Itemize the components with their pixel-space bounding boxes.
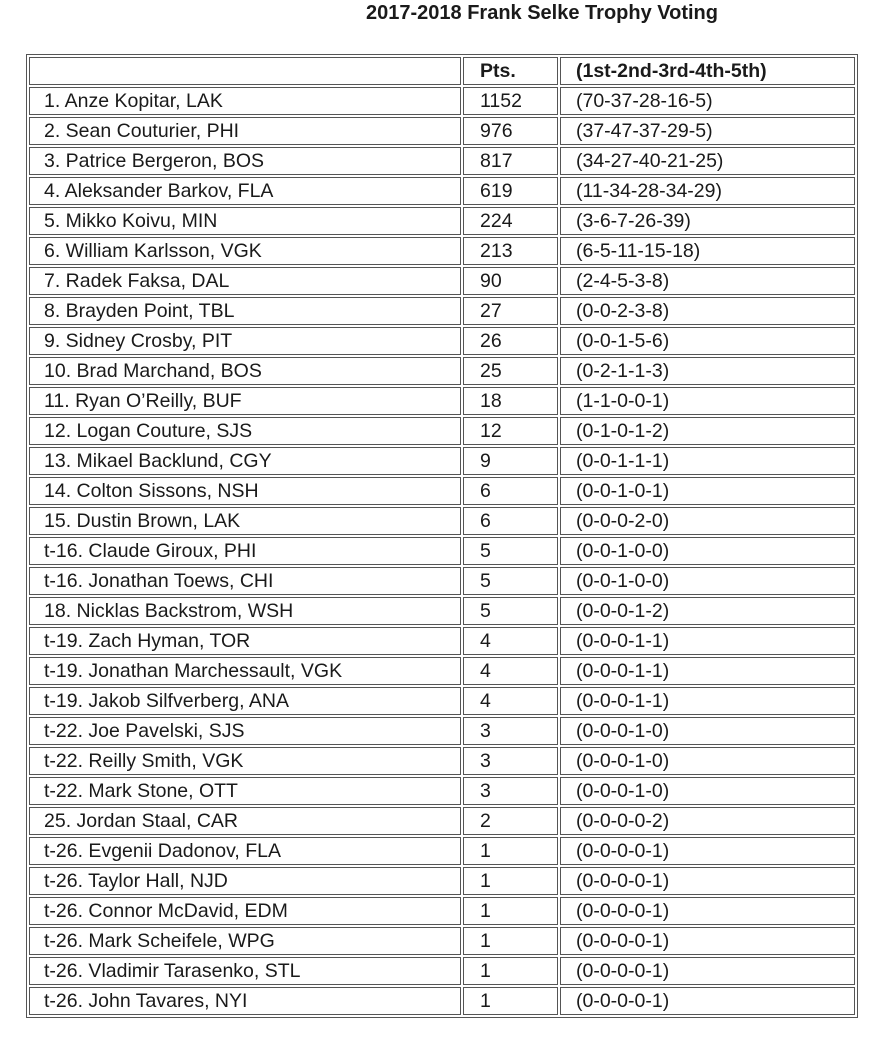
votes-cell: (0-0-0-0-1) xyxy=(560,957,855,985)
votes-cell: (6-5-11-15-18) xyxy=(560,237,855,265)
table-row xyxy=(29,237,855,265)
player-cell: 18. Nicklas Backstrom, WSH xyxy=(29,597,461,625)
points-cell: 1 xyxy=(463,897,558,925)
table-body xyxy=(29,87,855,1015)
table-row xyxy=(29,417,855,445)
table-row xyxy=(29,687,855,715)
votes-cell: (0-0-1-0-0) xyxy=(560,567,855,595)
votes-cell: (0-0-0-0-1) xyxy=(560,987,855,1015)
player-cell: t-16. Jonathan Toews, CHI xyxy=(29,567,461,595)
points-cell: 1 xyxy=(463,957,558,985)
points-cell: 27 xyxy=(463,297,558,325)
table-row xyxy=(29,117,855,145)
table-row xyxy=(29,357,855,385)
points-cell: 6 xyxy=(463,477,558,505)
votes-cell: (0-0-0-1-0) xyxy=(560,747,855,775)
points-cell: 3 xyxy=(463,747,558,775)
votes-cell: (0-0-2-3-8) xyxy=(560,297,855,325)
player-cell: 12. Logan Couture, SJS xyxy=(29,417,461,445)
points-cell: 1 xyxy=(463,867,558,895)
votes-cell: (0-0-0-0-1) xyxy=(560,837,855,865)
points-cell: 18 xyxy=(463,387,558,415)
votes-cell: (0-0-0-1-1) xyxy=(560,627,855,655)
table-row xyxy=(29,987,855,1015)
points-cell: 5 xyxy=(463,567,558,595)
votes-cell: (0-0-0-0-1) xyxy=(560,927,855,955)
table-row xyxy=(29,927,855,955)
points-cell: 1 xyxy=(463,987,558,1015)
player-cell: t-26. Connor McDavid, EDM xyxy=(29,897,461,925)
votes-cell: (0-0-0-1-0) xyxy=(560,777,855,805)
voting-table-container xyxy=(26,54,858,1018)
table-row xyxy=(29,207,855,235)
votes-cell: (0-0-0-0-2) xyxy=(560,807,855,835)
votes-cell: (0-0-1-1-1) xyxy=(560,447,855,475)
voting-table xyxy=(26,54,858,1018)
votes-cell: (0-2-1-1-3) xyxy=(560,357,855,385)
player-cell: t-22. Mark Stone, OTT xyxy=(29,777,461,805)
table-row xyxy=(29,147,855,175)
player-cell: t-22. Reilly Smith, VGK xyxy=(29,747,461,775)
votes-cell: (0-0-0-0-1) xyxy=(560,867,855,895)
table-row xyxy=(29,447,855,475)
points-cell: 4 xyxy=(463,657,558,685)
table-row xyxy=(29,897,855,925)
table-row xyxy=(29,777,855,805)
player-cell: 8. Brayden Point, TBL xyxy=(29,297,461,325)
table-row xyxy=(29,957,855,985)
table-row xyxy=(29,537,855,565)
table-row xyxy=(29,597,855,625)
points-cell: 4 xyxy=(463,627,558,655)
points-cell: 3 xyxy=(463,777,558,805)
points-cell: 9 xyxy=(463,447,558,475)
points-cell: 619 xyxy=(463,177,558,205)
player-cell: t-26. Vladimir Tarasenko, STL xyxy=(29,957,461,985)
points-cell: 5 xyxy=(463,597,558,625)
player-cell: t-26. Taylor Hall, NJD xyxy=(29,867,461,895)
page-title: 2017-2018 Frank Selke Trophy Voting xyxy=(366,2,718,24)
player-cell: 4. Aleksander Barkov, FLA xyxy=(29,177,461,205)
votes-cell: (0-0-1-0-1) xyxy=(560,477,855,505)
table-row xyxy=(29,627,855,655)
table-row xyxy=(29,267,855,295)
table-row xyxy=(29,837,855,865)
votes-cell: (0-0-0-1-1) xyxy=(560,657,855,685)
player-cell: 13. Mikael Backlund, CGY xyxy=(29,447,461,475)
table-row xyxy=(29,747,855,775)
points-cell: 25 xyxy=(463,357,558,385)
player-cell: 7. Radek Faksa, DAL xyxy=(29,267,461,295)
player-cell: 9. Sidney Crosby, PIT xyxy=(29,327,461,355)
points-cell: 4 xyxy=(463,687,558,715)
votes-cell: (0-0-0-1-2) xyxy=(560,597,855,625)
player-cell: 15. Dustin Brown, LAK xyxy=(29,507,461,535)
table-row xyxy=(29,297,855,325)
header-points: Pts. xyxy=(463,57,558,85)
votes-cell: (0-0-0-0-1) xyxy=(560,897,855,925)
player-cell: 11. Ryan O’Reilly, BUF xyxy=(29,387,461,415)
table-row xyxy=(29,657,855,685)
player-cell: t-22. Joe Pavelski, SJS xyxy=(29,717,461,745)
points-cell: 90 xyxy=(463,267,558,295)
player-cell: t-19. Zach Hyman, TOR xyxy=(29,627,461,655)
votes-cell: (0-0-0-2-0) xyxy=(560,507,855,535)
votes-cell: (0-0-1-0-0) xyxy=(560,537,855,565)
table-row xyxy=(29,477,855,505)
votes-cell: (70-37-28-16-5) xyxy=(560,87,855,115)
points-cell: 224 xyxy=(463,207,558,235)
table-header-row xyxy=(29,57,855,85)
player-cell: 2. Sean Couturier, PHI xyxy=(29,117,461,145)
votes-cell: (34-27-40-21-25) xyxy=(560,147,855,175)
points-cell: 6 xyxy=(463,507,558,535)
table-row xyxy=(29,387,855,415)
points-cell: 2 xyxy=(463,807,558,835)
points-cell: 12 xyxy=(463,417,558,445)
points-cell: 1 xyxy=(463,927,558,955)
player-cell: 1. Anze Kopitar, LAK xyxy=(29,87,461,115)
points-cell: 5 xyxy=(463,537,558,565)
votes-cell: (37-47-37-29-5) xyxy=(560,117,855,145)
player-cell: 6. William Karlsson, VGK xyxy=(29,237,461,265)
table-row xyxy=(29,177,855,205)
player-cell: 3. Patrice Bergeron, BOS xyxy=(29,147,461,175)
player-cell: t-16. Claude Giroux, PHI xyxy=(29,537,461,565)
votes-cell: (2-4-5-3-8) xyxy=(560,267,855,295)
votes-cell: (0-0-1-5-6) xyxy=(560,327,855,355)
points-cell: 1152 xyxy=(463,87,558,115)
table-row xyxy=(29,807,855,835)
votes-cell: (1-1-0-0-1) xyxy=(560,387,855,415)
votes-cell: (0-1-0-1-2) xyxy=(560,417,855,445)
player-cell: 25. Jordan Staal, CAR xyxy=(29,807,461,835)
points-cell: 817 xyxy=(463,147,558,175)
player-cell: t-26. Evgenii Dadonov, FLA xyxy=(29,837,461,865)
votes-cell: (0-0-0-1-1) xyxy=(560,687,855,715)
player-cell: t-19. Jonathan Marchessault, VGK xyxy=(29,657,461,685)
points-cell: 213 xyxy=(463,237,558,265)
table-row xyxy=(29,867,855,895)
player-cell: 14. Colton Sissons, NSH xyxy=(29,477,461,505)
header-player xyxy=(29,57,461,85)
table-row xyxy=(29,717,855,745)
table-row xyxy=(29,567,855,595)
player-cell: 10. Brad Marchand, BOS xyxy=(29,357,461,385)
table-row xyxy=(29,507,855,535)
points-cell: 976 xyxy=(463,117,558,145)
points-cell: 26 xyxy=(463,327,558,355)
player-cell: t-26. John Tavares, NYI xyxy=(29,987,461,1015)
votes-cell: (0-0-0-1-0) xyxy=(560,717,855,745)
table-row xyxy=(29,87,855,115)
points-cell: 3 xyxy=(463,717,558,745)
player-cell: t-19. Jakob Silfverberg, ANA xyxy=(29,687,461,715)
player-cell: 5. Mikko Koivu, MIN xyxy=(29,207,461,235)
player-cell: t-26. Mark Scheifele, WPG xyxy=(29,927,461,955)
votes-cell: (11-34-28-34-29) xyxy=(560,177,855,205)
votes-cell: (3-6-7-26-39) xyxy=(560,207,855,235)
table-row xyxy=(29,327,855,355)
header-votes: (1st-2nd-3rd-4th-5th) xyxy=(560,57,855,85)
points-cell: 1 xyxy=(463,837,558,865)
